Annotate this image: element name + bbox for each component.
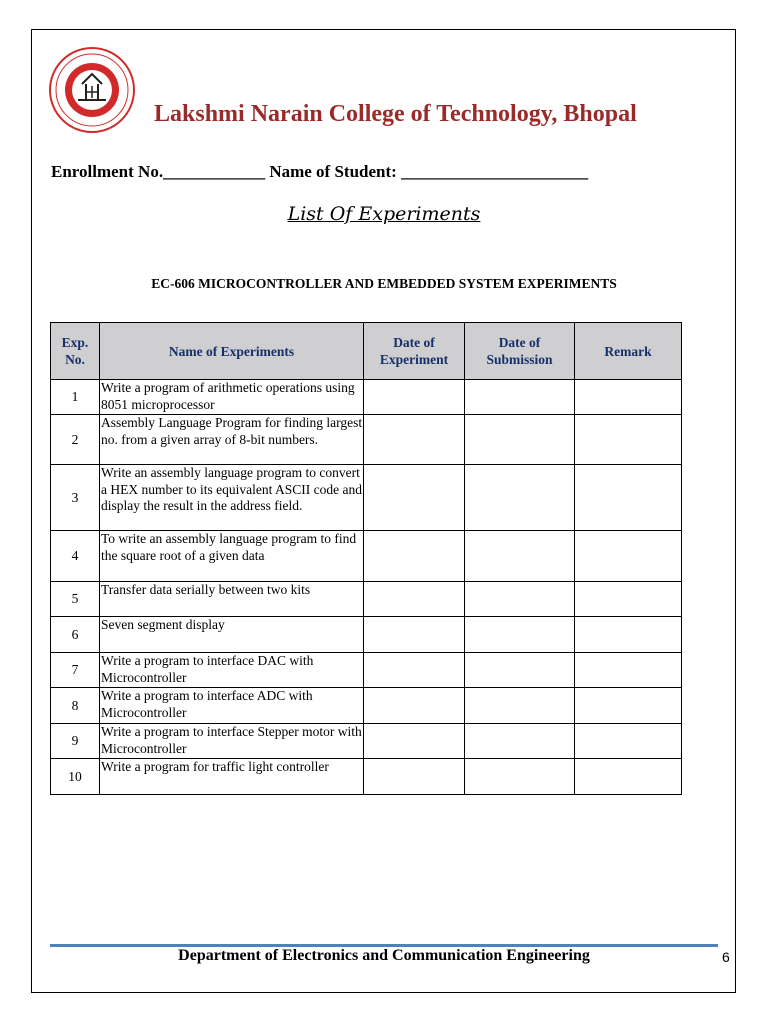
date-experiment-cell — [364, 617, 465, 653]
header-date-experiment: Date of Experiment — [364, 323, 465, 380]
date-experiment-cell — [364, 653, 465, 688]
table-header-row — [51, 323, 682, 380]
college-logo — [48, 46, 136, 134]
date-experiment-cell — [364, 582, 465, 617]
experiments-table — [50, 322, 682, 795]
table-row — [51, 582, 682, 617]
date-experiment-cell — [364, 380, 465, 415]
date-submission-cell — [465, 688, 575, 724]
remark-cell — [575, 415, 682, 465]
date-submission-cell — [465, 531, 575, 582]
exp-name: Seven segment display — [100, 617, 364, 653]
exp-number: 9 — [51, 724, 100, 759]
date-experiment-cell — [364, 465, 465, 531]
remark-cell — [575, 380, 682, 415]
remark-cell — [575, 724, 682, 759]
table-row — [51, 688, 682, 724]
date-submission-cell — [465, 617, 575, 653]
course-title: EC-606 MICROCONTROLLER AND EMBEDDED SYSTEM EXPERIMENTS — [151, 276, 617, 291]
remark-cell — [575, 617, 682, 653]
exp-number: 7 — [51, 653, 100, 688]
exp-number: 8 — [51, 688, 100, 724]
exp-number: 4 — [51, 531, 100, 582]
date-experiment-cell — [364, 724, 465, 759]
table-row — [51, 465, 682, 531]
header-date-submission: Date of Submission — [465, 323, 575, 380]
remark-cell — [575, 688, 682, 724]
exp-name: Write an assembly language program to convert a HEX number to its equivalent ASCII code and display the result in the address field. — [100, 465, 364, 531]
table-row — [51, 724, 682, 759]
date-experiment-cell — [364, 688, 465, 724]
remark-cell — [575, 759, 682, 795]
date-experiment-cell — [364, 531, 465, 582]
header-name: Name of Experiments — [100, 323, 364, 380]
remark-cell — [575, 465, 682, 531]
page-title: List Of Experiments — [287, 203, 481, 225]
exp-number: 6 — [51, 617, 100, 653]
date-submission-cell — [465, 653, 575, 688]
exp-name: Write a program to interface ADC with Microcontroller — [100, 688, 364, 724]
exp-name: Write a program for traffic light controller — [100, 759, 364, 795]
enrollment-line: Enrollment No.____________ Name of Student: ______________________ — [51, 162, 589, 181]
exp-name: To write an assembly language program to find the square root of a given data — [100, 531, 364, 582]
remark-cell — [575, 653, 682, 688]
remark-cell — [575, 582, 682, 617]
college-name: Lakshmi Narain College of Technology, Bhopal — [154, 101, 637, 127]
date-submission-cell — [465, 415, 575, 465]
exp-name: Assembly Language Program for finding largest no. from a given array of 8-bit numbers. — [100, 415, 364, 465]
exp-number: 5 — [51, 582, 100, 617]
exp-name: Write a program of arithmetic operations using 8051 microprocessor — [100, 380, 364, 415]
date-submission-cell — [465, 759, 575, 795]
exp-name: Transfer data serially between two kits — [100, 582, 364, 617]
date-submission-cell — [465, 380, 575, 415]
exp-name: Write a program to interface Stepper motor with Microcontroller — [100, 724, 364, 759]
date-submission-cell — [465, 724, 575, 759]
table-row — [51, 653, 682, 688]
table-row — [51, 617, 682, 653]
header-remark: Remark — [575, 323, 682, 380]
date-experiment-cell — [364, 415, 465, 465]
remark-cell — [575, 531, 682, 582]
header-exp-no: Exp. No. — [51, 323, 100, 380]
exp-name: Write a program to interface DAC with Microcontroller — [100, 653, 364, 688]
table-row — [51, 380, 682, 415]
date-submission-cell — [465, 465, 575, 531]
table-row — [51, 415, 682, 465]
date-experiment-cell — [364, 759, 465, 795]
department-name: Department of Electronics and Communication Engineering — [178, 947, 590, 964]
date-submission-cell — [465, 582, 575, 617]
page-number: 6 — [722, 949, 730, 965]
table-row — [51, 531, 682, 582]
exp-number: 2 — [51, 415, 100, 465]
exp-number: 10 — [51, 759, 100, 795]
exp-number: 1 — [51, 380, 100, 415]
exp-number: 3 — [51, 465, 100, 531]
table-row — [51, 759, 682, 795]
